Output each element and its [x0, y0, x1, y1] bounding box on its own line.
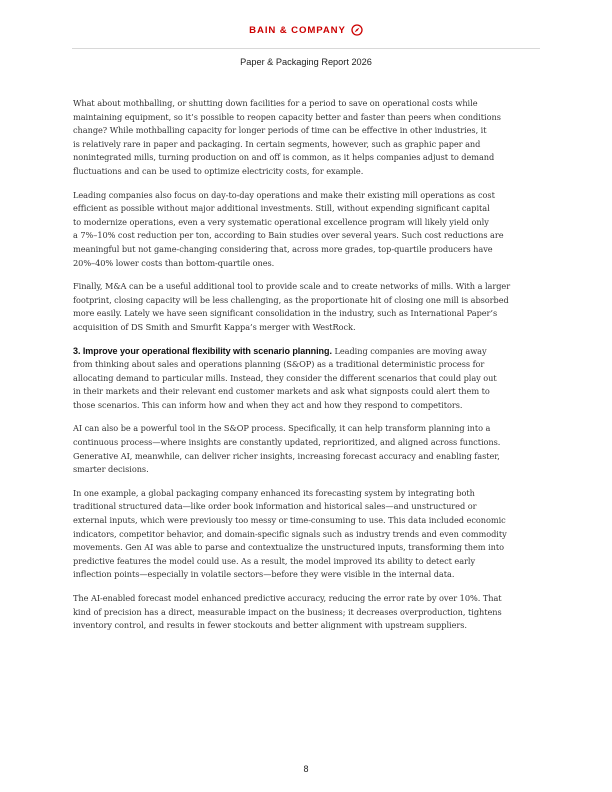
brand-logo	[0, 24, 612, 36]
text-line: predictive features the model could use. As a result, the model improved its ability to detect early	[73, 555, 476, 566]
text-line: change? While mothballing capacity for longer periods of time can be effective in other industries, it	[73, 125, 487, 136]
text-line: allocating demand to particular mills. Instead, they consider the different scenarios that could play out	[73, 372, 497, 383]
text-line: continuous process—where insights are constantly updated, reprioritized, and aligned across functions.	[73, 437, 501, 448]
paragraph	[73, 422, 541, 476]
text-line-rest: Leading companies are moving away	[331, 345, 487, 356]
text-line: In one example, a global packaging company enhanced its forecasting system by integrating both	[73, 487, 475, 498]
paragraph	[73, 345, 541, 413]
text-line: Generative AI, meanwhile, can deliver richer insights, increasing forecast accuracy and enabling faster,	[73, 450, 500, 461]
text-line: external inputs, which were previously too messy or time-consuming to use. This data included economic	[73, 515, 506, 526]
text-line: to modernize operations, even a very systematic operational excellence program will likely yield only	[73, 216, 489, 227]
text-line: acquisition of DS Smith and Smurfit Kappa’s merger with WestRock.	[73, 321, 356, 332]
text-line: inflection points—especially in volatile sectors—before they were visible in the internal data.	[73, 569, 455, 580]
paragraph	[73, 592, 541, 633]
paragraph	[73, 189, 541, 271]
text-line: footprint, closing capacity will be less challenging, as the proportionate hit of closing one mill is absorbed	[73, 294, 509, 305]
text-line: maintaining equipment, so it’s possible to reopen capacity better and faster than peers when conditions	[73, 111, 501, 122]
text-line: AI can also be a powerful tool in the S&OP process. Specifically, it can help transform planning into a	[73, 423, 491, 434]
paragraph	[73, 487, 541, 582]
section-lead-heading: 3. Improve your operational flexibility with scenario planning.	[73, 345, 332, 356]
text-line	[73, 345, 541, 359]
text-line: is relatively rare in paper and packaging. In certain segments, however, such as graphic paper and	[73, 138, 481, 149]
text-line: nonintegrated mills, turning production on and off is common, as it helps companies adjust to demand	[73, 152, 495, 163]
text-line: efficient as possible without major additional investments. Still, without expending significant capital	[73, 203, 490, 214]
text-line: those scenarios. This can inform how and when they act and how they respond to competitors.	[73, 399, 463, 410]
text-line: in their markets and their relevant end customer markets and ask what signposts could alert them to	[73, 386, 490, 397]
body-text	[73, 97, 541, 643]
compass-icon	[351, 24, 363, 36]
text-line: more easily. Lately we have seen significant consolidation in the industry, such as International Paper’s	[73, 308, 498, 319]
text-line: smarter decisions.	[73, 464, 149, 475]
text-line: movements. Gen AI was able to parse and contextualize the unstructured inputs, transforming them into	[73, 542, 504, 553]
text-line: Leading companies also focus on day-to-day operations and make their existing mill operations as cost	[73, 189, 495, 200]
text-line: 20%–40% lower costs than bottom-quartile ones.	[73, 257, 275, 268]
text-line: from thinking about sales and operations planning (S&OP) as a traditional deterministic process for	[73, 359, 485, 370]
text-line: kind of precision has a direct, measurable impact on the business; it decreases overproduction, tightens	[73, 606, 502, 617]
text-line: What about mothballing, or shutting down facilities for a period to save on operational costs while	[73, 98, 478, 108]
text-line: Finally, M&A can be a useful additional tool to provide scale and to create networks of mills. With a larger	[73, 281, 511, 292]
text-line: traditional structured data—like order book information and historical sales—and unstructured or	[73, 501, 477, 512]
text-line: indicators, competitor behavior, and domain-specific signals such as industry trends and even commodity	[73, 528, 507, 539]
text-line: fluctuations and can be used to optimize electricity costs, for example.	[73, 165, 364, 176]
brand-name: BAIN & COMPANY	[249, 24, 346, 36]
paragraph	[73, 97, 541, 179]
text-line: inventory control, and results in fewer stockouts and better alignment with upstream suppliers.	[73, 620, 467, 631]
header-divider	[72, 48, 540, 49]
report-title: Paper & Packaging Report 2026	[240, 57, 372, 67]
paragraph	[73, 280, 541, 334]
text-line: a 7%–10% cost reduction per ton, according to Bain studies over several years. Such cost reductions are	[73, 230, 504, 241]
text-line: meaningful but not game-changing considering that, across more grades, top-quartile producers have	[73, 243, 493, 254]
page-number: 8	[303, 764, 309, 774]
text-line: The AI-enabled forecast model enhanced predictive accuracy, reducing the error rate by over 10%. That	[73, 593, 502, 603]
